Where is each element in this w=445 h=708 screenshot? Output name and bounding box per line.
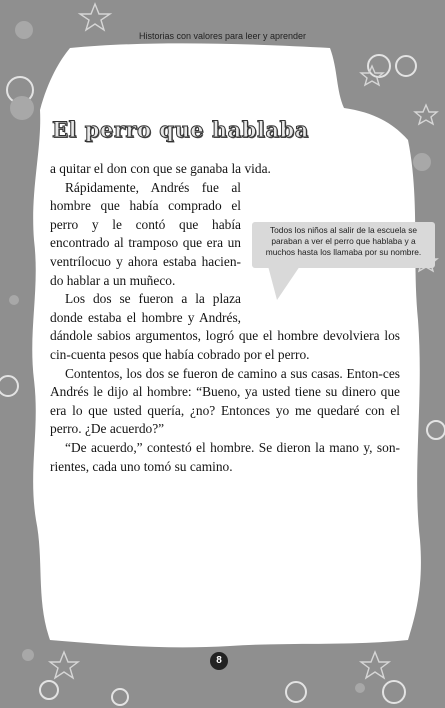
callout-box: Todos los niños al salir de la escuela se paraban a ver el perro que hablaba y a muchos hasta los llamaba por su nombre. [252, 222, 435, 268]
paragraph: “De acuerdo,” contestó el hombre. Se dieron la mano y, son-rientes, cada uno tomó su camino. [50, 439, 400, 474]
paragraph: Contentos, los dos se fueron de camino a sus casas. Enton-ces Andrés le dijo al hombre: “Bueno, ya usted tiene su dinero que era lo que usted quería, ¿no? Entonces yo me quedaré con el perro. ¿De acuerdo?” [50, 365, 400, 437]
page-number: 8 [210, 652, 228, 670]
running-header: Historias con valores para leer y aprender [138, 31, 307, 41]
body-text [50, 160, 400, 476]
paragraph: Los dos se fueron a la plaza donde estaba el hombre y Andrés, dándole sabios argumentos, logró que el hombre devolviera los cin-cuenta pesos que había cobrado por el perro. [50, 291, 400, 362]
chapter-title: El perro que hablaba [52, 117, 309, 142]
paragraph: Rápidamente, Andrés fue al hombre que había comprado el perro y le contó que había encontrado al tramposo que era un ventrílocuo y ahora estaba hacien-do hablar a un muñeco. [50, 179, 400, 291]
paragraph: a quitar el don con que se ganaba la vida. [50, 161, 271, 176]
